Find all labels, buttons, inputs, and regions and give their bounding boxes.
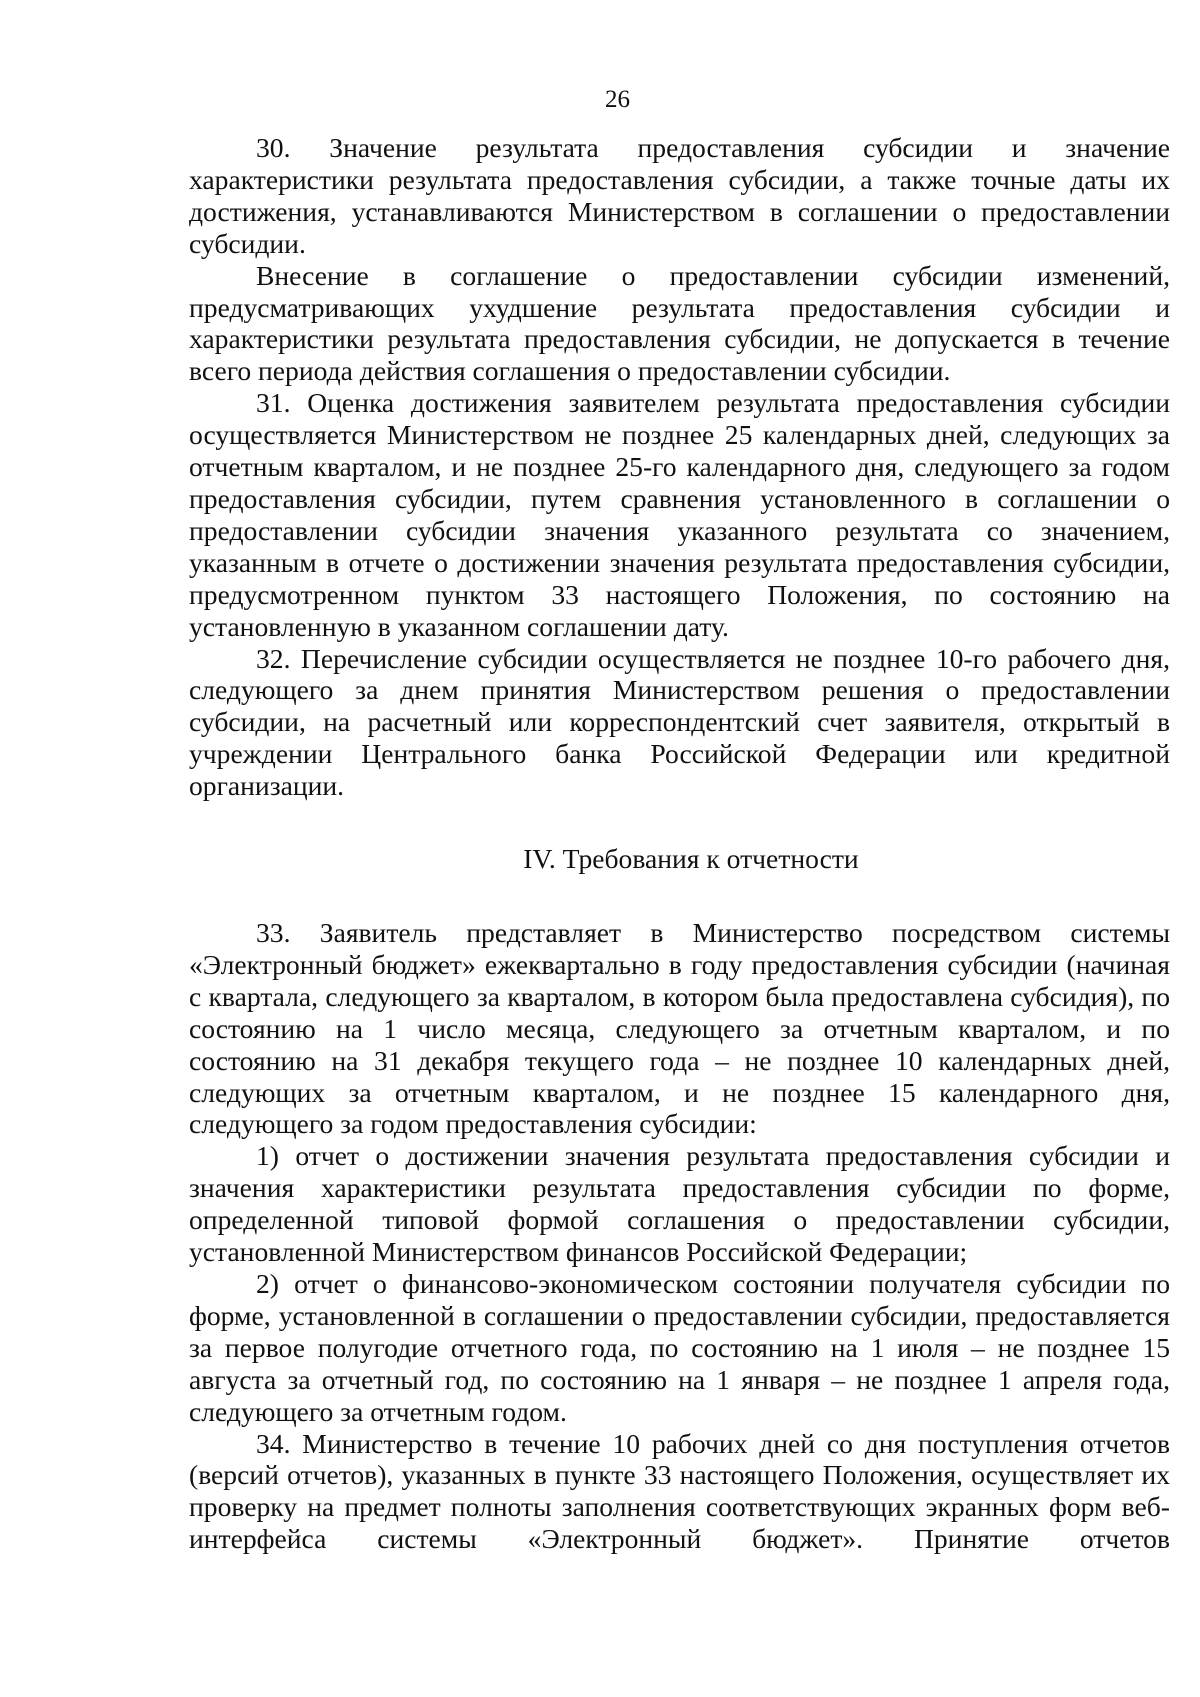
paragraph-30: 30. Значение результата предоставления субсидии и значение характеристики результата предоставления субсидии, а также точные даты их достижения, устанавливаются Министерством в соглашении о предоставлении субсидии. [189,132,1170,259]
paragraph-34: 34. Министерство в течение 10 рабочих дней со дня поступления отчетов (версий отчетов), указанных в пункте 33 настоящего Положения, осуществляет их проверку на предмет полноты заполнения соответствующих экранных форм веб-интерфейса системы «Электронный бюджет». Принятие отчетов [189,1427,1170,1555]
document-body [189,132,1170,1555]
page-number: 26 [605,86,630,113]
paragraph-30-amendment: Внесение в соглашение о предоставлении субсидии изменений, предусматривающих ухудшение результата предоставления субсидии и характеристики результата предоставления субсидии, не допускается в течение всего периода действия соглашения о предоставлении субсидии. [189,259,1170,387]
paragraph-33: 33. Заявитель представляет в Министерство посредством системы «Электронный бюджет» ежеквартально в году предоставления субсидии (начиная с квартала, следующего за кварталом, в котором была предоставлена субсидия), по состоянию на 1 число месяца, следующего за отчетным кварталом, и по состоянию на 31 декабря текущего года – не позднее 10 календарных дней, следующих за отчетным кварталом, и не позднее 15 календарного дня, следующего за годом предоставления субсидии: [189,917,1170,1140]
paragraph-33-item-2: 2) отчет о финансово-экономическом состоянии получателя субсидии по форме, установленной в соглашении о предоставлении субсидии, предоставляется за первое полугодие отчетного года, по состоянию на 1 июля – не позднее 15 августа за отчетный год, по состоянию на 1 января – не позднее 1 апреля года, следующего за отчетным годом. [189,1268,1170,1427]
paragraph-31: 31. Оценка достижения заявителем результата предоставления субсидии осуществляется Министерством не позднее 25 календарных дней, следующих за отчетным кварталом, и не позднее 25-го календарного дня, следующего за годом предоставления субсидии, путем сравнения установленного в соглашении о предоставлении субсидии значения указанного результата со значением, указанным в отчете о достижении значения результата предоставления субсидии, предусмотренном пунктом 33 настоящего Положения, по состоянию на установленную в указанном соглашении дату. [189,387,1170,642]
section-heading: IV. Требования к отчетности [523,843,859,875]
paragraph-33-item-1: 1) отчет о достижении значения результата предоставления субсидии и значения характеристики результата предоставления субсидии по форме, определенной типовой формой соглашения о предоставлении субсидии, установленной Министерством финансов Российской Федерации; [189,1140,1170,1268]
paragraph-32: 32. Перечисление субсидии осуществляется не позднее 10-го рабочего дня, следующего за днем принятия Министерством решения о предоставлении субсидии, на расчетный или корреспондентский счет заявителя, открытый в учреждении Центрального банка Российской Федерации или кредитной организации. [189,642,1170,802]
